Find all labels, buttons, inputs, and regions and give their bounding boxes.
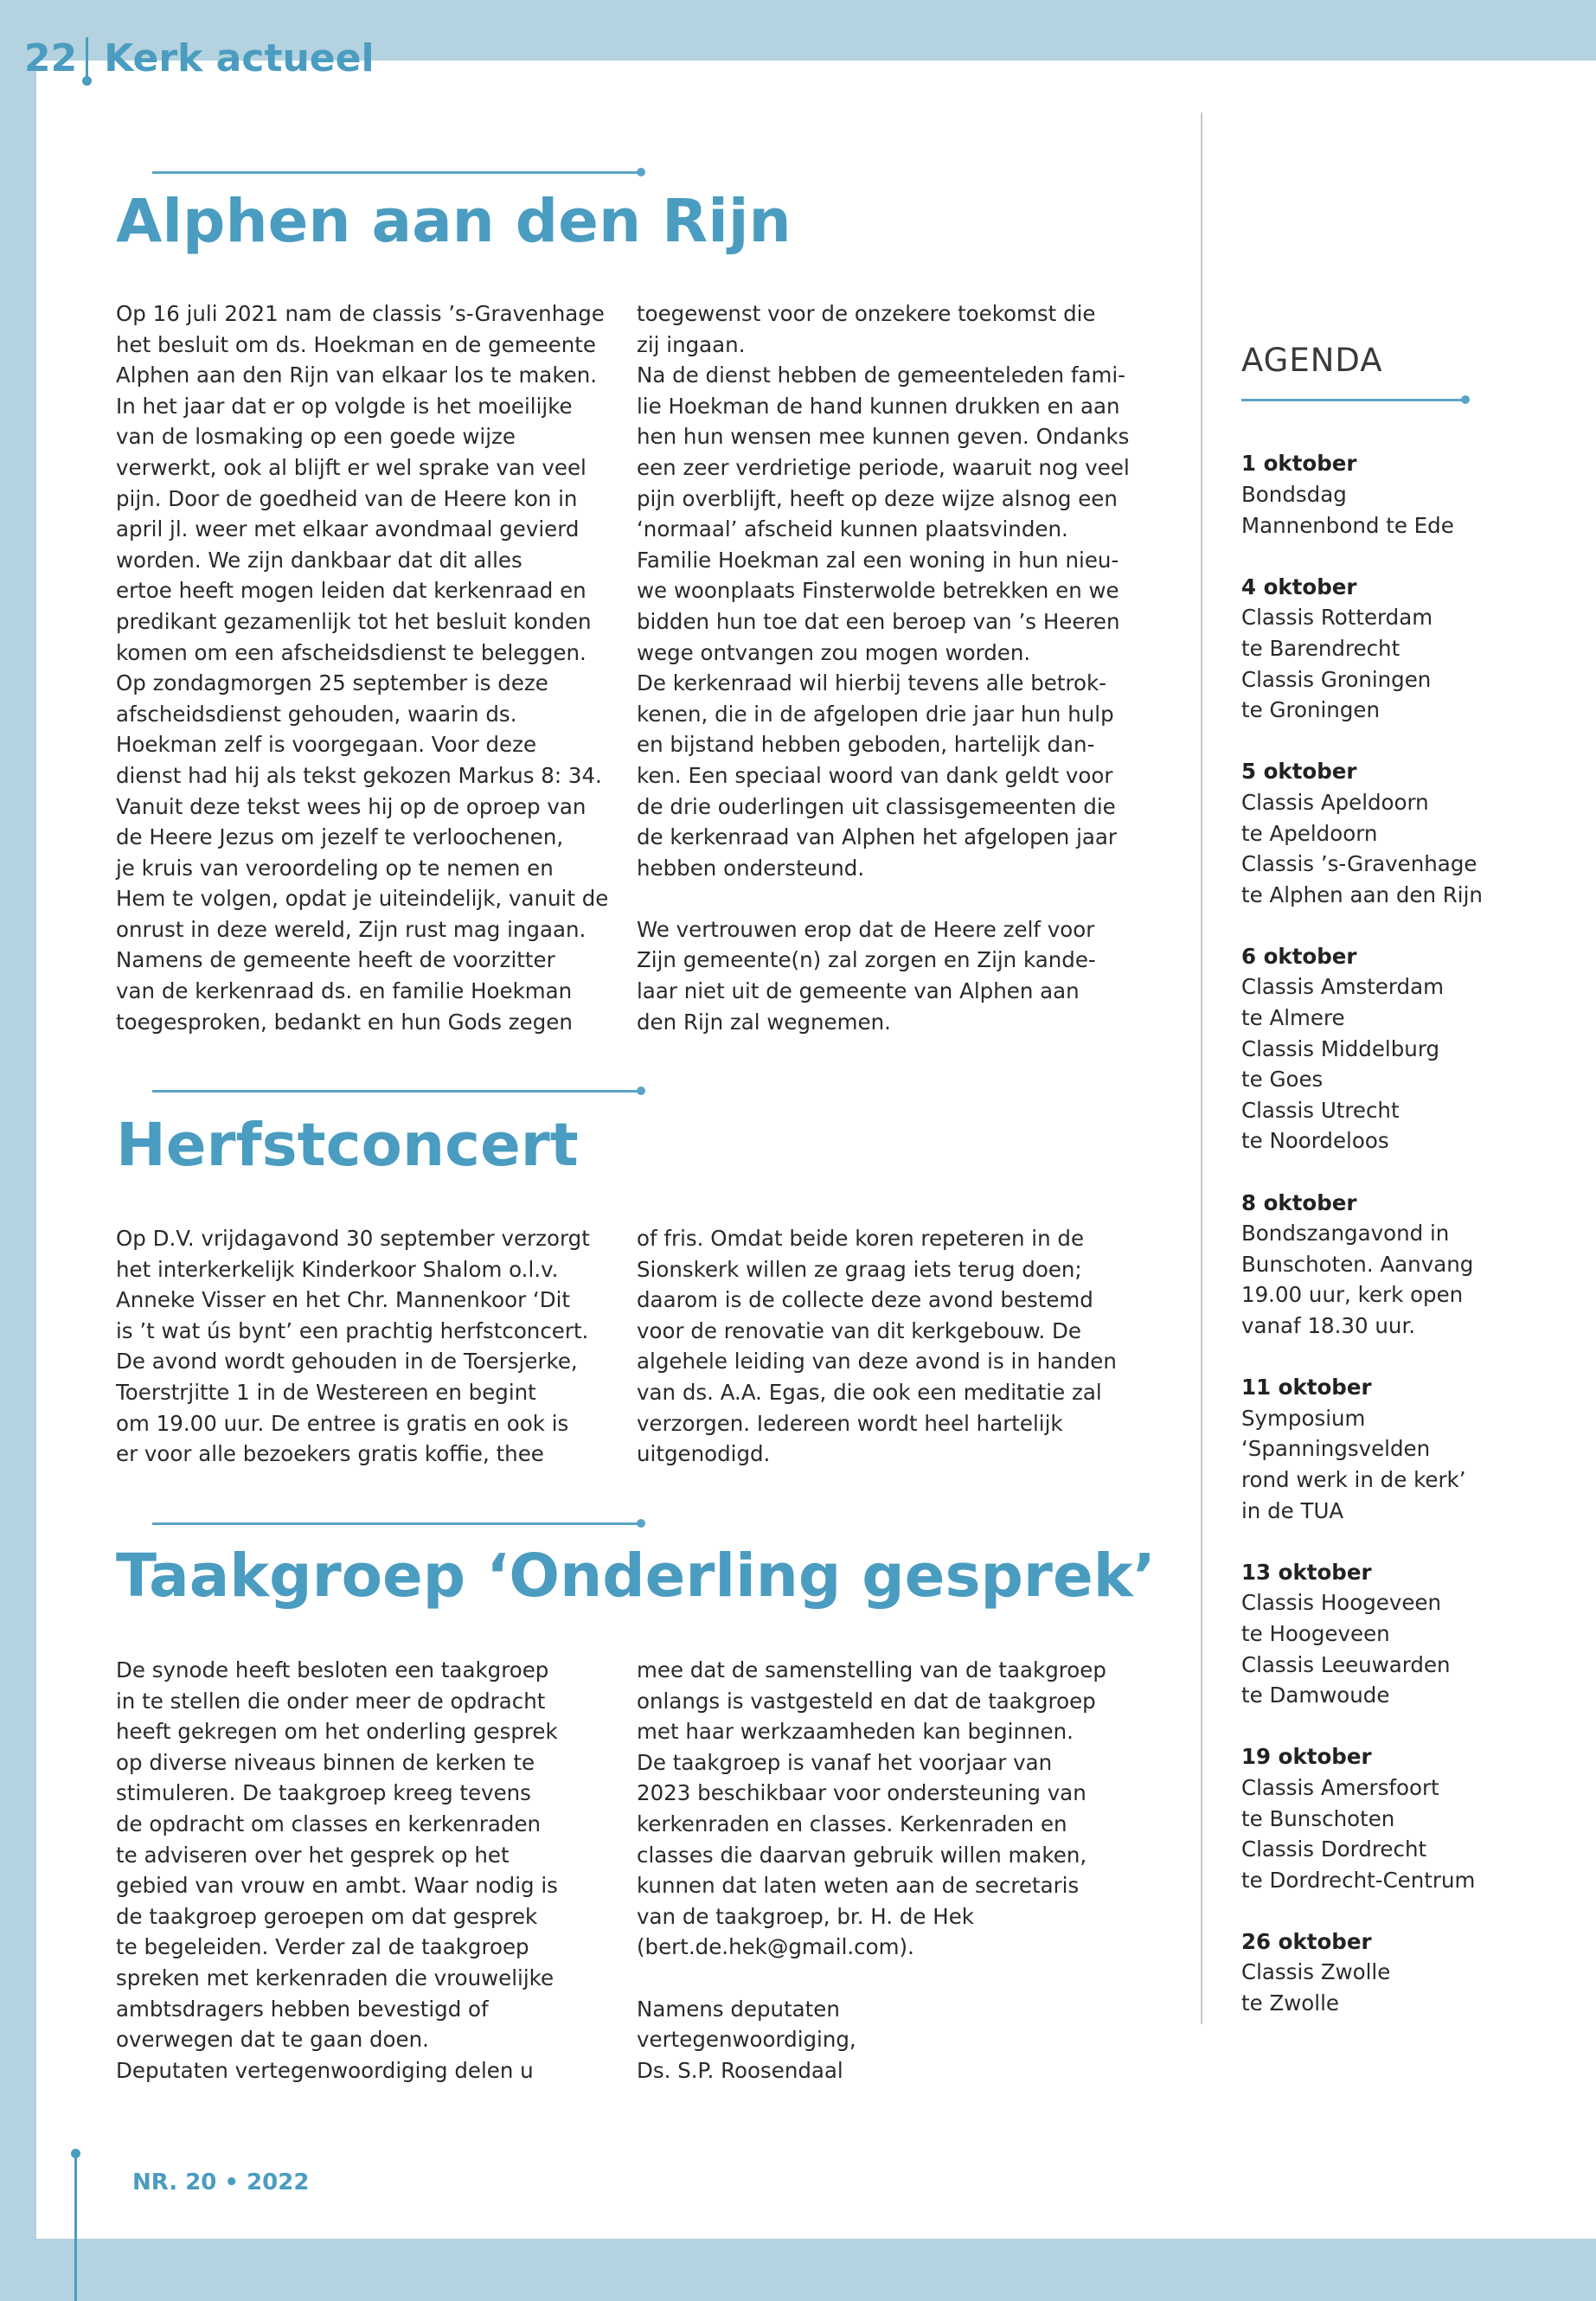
agenda-detail: Classis ’s-Gravenhage xyxy=(1241,851,1477,877)
agenda-detail: Mannenbond te Ede xyxy=(1241,512,1454,538)
agenda-detail: in de TUA xyxy=(1241,1497,1344,1523)
agenda-date: 6 oktober xyxy=(1241,943,1357,969)
agenda-detail: te Groningen xyxy=(1241,697,1380,723)
agenda-detail: Classis Amsterdam xyxy=(1241,974,1444,1000)
article-title-taakgroep: Taakgroep ‘Onderling gesprek’ xyxy=(116,1541,1156,1611)
agenda-detail: te Bunschoten xyxy=(1241,1805,1395,1831)
agenda-sidebar xyxy=(1241,342,1553,2049)
agenda-entry xyxy=(1241,1926,1553,2019)
agenda-detail: Bondszangavond in xyxy=(1241,1221,1450,1247)
agenda-detail: Classis Utrecht xyxy=(1241,1097,1400,1123)
agenda-date: 26 oktober xyxy=(1241,1928,1372,1954)
agenda-detail: Bondsdag xyxy=(1241,481,1347,507)
section-title: Kerk actueel xyxy=(104,36,375,80)
agenda-detail: te Hoogeveen xyxy=(1241,1620,1390,1646)
agenda-date: 13 oktober xyxy=(1241,1559,1372,1585)
agenda-entry xyxy=(1241,941,1553,1157)
agenda-entry xyxy=(1241,1741,1553,1895)
agenda-detail: vanaf 18.30 uur. xyxy=(1241,1313,1416,1339)
header-divider xyxy=(86,37,88,80)
agenda-detail: rond werk in de kerk’ xyxy=(1241,1466,1466,1492)
agenda-detail: Classis Amersfoort xyxy=(1241,1774,1439,1800)
agenda-date: 4 oktober xyxy=(1241,574,1357,599)
page-header xyxy=(24,36,375,80)
agenda-date: 8 oktober xyxy=(1241,1189,1357,1215)
article-rule xyxy=(152,171,642,174)
agenda-entry xyxy=(1241,1557,1553,1711)
footer-divider xyxy=(74,2154,77,2301)
agenda-detail: Classis Dordrecht xyxy=(1241,1836,1427,1862)
agenda-detail: ‘Spanningsvelden xyxy=(1241,1436,1431,1462)
agenda-detail: Classis Hoogeveen xyxy=(1241,1590,1442,1616)
agenda-detail: Classis Leeuwarden xyxy=(1241,1651,1451,1677)
page-number: 22 xyxy=(24,36,78,80)
agenda-detail: te Dordrecht-Centrum xyxy=(1241,1867,1476,1893)
agenda-detail: Classis Middelburg xyxy=(1241,1035,1440,1061)
article-alphen-col-left: Op 16 juli 2021 nam de classis ’s-Gravenhage het besluit om ds. Hoekman en de gemeente Alphen aan den Rijn van elkaar los te maken. In het jaar dat er op volgde is het moeilijke van de losmaking op een goede wijze verwerkt, ook al blijft er wel sprake van veel pijn. Door de goedheid van de Heere kon in april jl. weer met elkaar avondmaal gevierd worden. We zijn dankbaar dat dit alles ertoe heeft mogen leiden dat kerkenraad en predikant gezamenlijk tot het besluit konden komen om een afscheidsdienst te beleggen. Op zondagmorgen 25 september is deze afscheidsdienst gehouden, waarin ds. Hoekman zelf is voorgegaan. Voor deze dienst had hij als tekst gekozen Markus 8: 34. Vanuit deze tekst wees hij op de oproep van de Heere Jezus om jezelf te verloochenen, je kruis van veroordeling op te nemen en Hem te volgen, opdat je uiteindelijk, vanuit de onrust in deze wereld, Zijn rust mag ingaan. Namens de gemeente heeft de voorzitter van de kerkenraad ds. en familie Hoekman toegesproken, bedankt en hun Gods zegen xyxy=(116,301,609,1035)
agenda-detail: te Noordeloos xyxy=(1241,1128,1389,1154)
agenda-date: 1 oktober xyxy=(1241,451,1357,477)
agenda-detail: Symposium xyxy=(1241,1405,1366,1431)
agenda-detail: Bunschoten. Aanvang xyxy=(1241,1251,1474,1277)
sidebar-divider xyxy=(1201,112,1202,2024)
article-rule xyxy=(152,1522,642,1525)
agenda-entry xyxy=(1241,572,1553,726)
article-title-herfstconcert: Herfstconcert xyxy=(116,1111,579,1180)
agenda-date: 11 oktober xyxy=(1241,1375,1372,1400)
article-taakgroep-col-left: De synode heeft besloten een taakgroep in te stellen die onder meer de opdracht heeft gekregen om het onderling gesprek op diverse niveaus binnen de kerken te stimuleren. De taakgroep kreeg tevens de opdracht om classes en kerkenraden te adviseren over het gesprek op het gebied van vrouw en ambt. Waar nodig is de taakgroep geroepen om dat gesprek te begeleiden. Verder zal de taakgroep spreken met kerkenraden die vrouwelijke ambtsdragers hebben bevestigd of overwegen dat te gaan doen. Deputaten vertegenwoordiging delen u xyxy=(116,1657,558,2083)
agenda-entry xyxy=(1241,1188,1553,1342)
agenda-detail: te Barendrecht xyxy=(1241,635,1401,661)
article-alphen-col-right: toegewenst voor de onzekere toekomst die zij ingaan. Na de dienst hebben de gemeenteleden fami- lie Hoekman de hand kunnen drukken en aan hen hun wensen mee kunnen geven. Ondanks een zeer verdrietige periode, waaruit nog veel pijn overblijft, heeft op deze wijze alsnog een ‘normaal’ afscheid kunnen plaatsvinden. Familie Hoekman zal een woning in hun nieu- we woonplaats Finsterwolde betrekken en we bidden hun toe dat een beroep van ’s Heeren wege ontvangen zou mogen worden. De kerkenraad wil hierbij tevens alle betrok- kenen, die in de afgelopen drie jaar hun hulp en bijstand hebben geboden, hartelijk dan- ken. Een speciaal woord van dank geldt voor de drie ouderlingen uit classisgemeenten die de kerkenraad van Alphen het afgelopen jaar hebben ondersteund. We vertrouwen erop dat de Heere zelf voor Zijn gemeente(n) zal zorgen en Zijn kande- laar niet uit de gemeente van Alphen aan den Rijn zal wegnemen. xyxy=(637,301,1130,1035)
agenda-detail: te Zwolle xyxy=(1241,1990,1339,2016)
agenda-detail: te Apeldoorn xyxy=(1241,820,1378,846)
agenda-detail: Classis Apeldoorn xyxy=(1241,789,1429,815)
agenda-detail: 19.00 uur, kerk open xyxy=(1241,1282,1464,1308)
article-herfst-col-right: of fris. Omdat beide koren repeteren in de Sionskerk willen ze graag iets terug doen; daarom is de collecte deze avond bestemd voor de renovatie van dit kerkgebouw. De algehele leiding van deze avond is in handen van ds. A.A. Egas, die ook een meditatie zal verzorgen. Iedereen wordt heel hartelijk uitgenodigd. xyxy=(637,1226,1117,1467)
agenda-detail: Classis Rotterdam xyxy=(1241,605,1433,631)
agenda-entry xyxy=(1241,1372,1553,1526)
agenda-detail: Classis Zwolle xyxy=(1241,1959,1391,1985)
agenda-list xyxy=(1241,448,1553,2018)
article-title-alphen: Alphen aan den Rijn xyxy=(116,187,792,256)
agenda-detail: te Almere xyxy=(1241,1005,1345,1031)
agenda-detail: Classis Groningen xyxy=(1241,666,1432,692)
article-taakgroep-col-right: mee dat de samenstelling van de taakgroep onlangs is vastgesteld en dat de taakgroep met haar werkzaamheden kan beginnen. De taakgroep is vanaf het voorjaar van 2023 beschikbaar voor ondersteuning van kerkenraden en classes. Kerkenraden en classes die daarvan gebruik willen maken, kunnen dat laten weten aan de secretaris van de taakgroep, br. H. de Hek (bert.de.hek@gmail.com). Namens deputaten vertegenwoordiging, Ds. S.P. Roosendaal xyxy=(637,1657,1106,2083)
agenda-detail: te Damwoude xyxy=(1241,1682,1390,1708)
agenda-detail: te Alphen aan den Rijn xyxy=(1241,881,1483,907)
article-herfst-col-left: Op D.V. vrijdagavond 30 september verzorgt het interkerkelijk Kinderkoor Shalom o.l.v. Anneke Visser en het Chr. Mannenkoor ‘Dit is ’t wat ús bynt’ een prachtig herfstconcert. De avond wordt gehouden in de Toersjerke, Toerstrjitte 1 in de Westereen en begint om 19.00 uur. De entree is gratis en ook is er voor alle bezoekers gratis koffie, thee xyxy=(116,1226,590,1467)
agenda-title: AGENDA xyxy=(1241,342,1383,379)
article-rule xyxy=(152,1090,642,1093)
agenda-date: 19 oktober xyxy=(1241,1744,1372,1770)
issue-number: NR. 20 • 2022 xyxy=(132,2170,310,2195)
agenda-entry xyxy=(1241,448,1553,541)
agenda-entry xyxy=(1241,756,1553,910)
agenda-date: 5 oktober xyxy=(1241,759,1357,785)
agenda-rule xyxy=(1241,399,1466,401)
agenda-detail: te Goes xyxy=(1241,1067,1324,1093)
